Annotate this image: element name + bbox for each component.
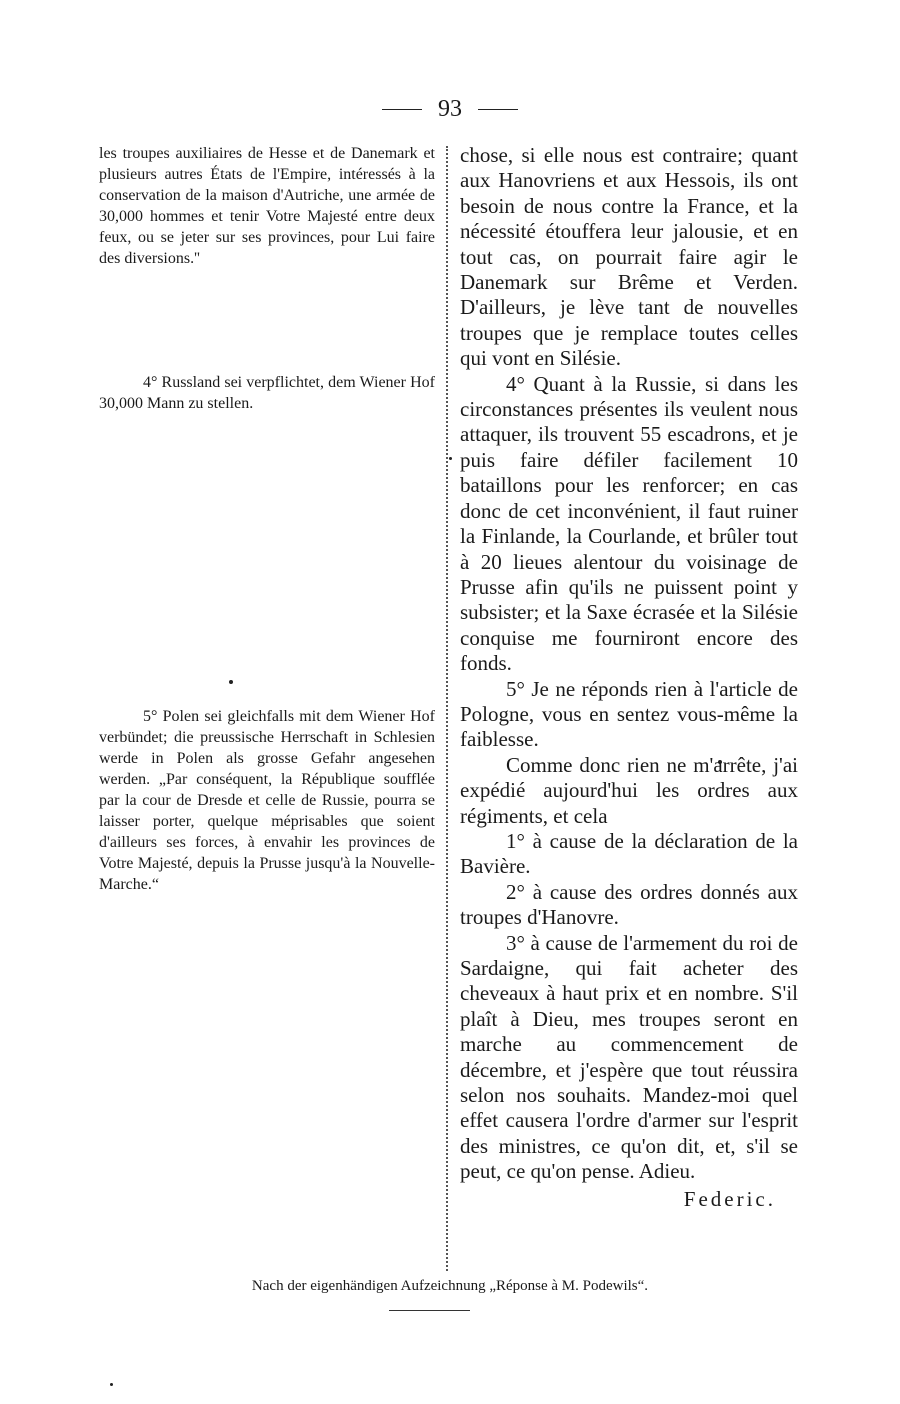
right-paragraph: 1° à cause de la déclaration de la Bavière. bbox=[460, 828, 798, 879]
left-point-4 bbox=[99, 372, 435, 414]
column-divider bbox=[446, 146, 448, 1271]
right-paragraph: 3° à cause de l'armement du roi de Sardaigne, qui fait acheter des cheveaux à haut prix et en nombre. S'il plaît à Dieu, mes troupes seront en marche au commencement de décembre, et j'espère que tout réussira selon nos souhaits. Mandez-moi quel effet causera l'ordre d'armer sur l'esprit des ministres, ce qu'on dit, et, s'il se peut, ce qu'on pense. Adieu. bbox=[460, 930, 798, 1184]
right-paragraph: 2° à cause des ordres donnés aux troupes d'Hanovre. bbox=[460, 879, 798, 930]
footnote-rule bbox=[389, 1310, 470, 1311]
left-paragraph: les troupes auxiliaires de Hesse et de Danemark et plusieurs autres États de l'Empire, intéressés à la conservation de la maison d'Autriche, une armée de 30,000 hommes et tenir Votre Majesté entre deux feux, ou se jeter sur ses provinces, pour Lui faire des diversions.'' bbox=[99, 145, 435, 267]
left-point-5 bbox=[99, 706, 435, 895]
right-paragraph: Comme donc rien ne m'arrête, j'ai expédié aujourd'hui les ordres aux régiments, et cela bbox=[460, 752, 798, 828]
signature: Federic. bbox=[683, 1186, 776, 1211]
header-rule-left bbox=[382, 109, 422, 110]
ink-speck bbox=[229, 680, 233, 684]
page-number: 93 bbox=[438, 96, 462, 122]
footnote: Nach der eigenhändigen Aufzeichnung „Réponse à M. Podewils“. bbox=[251, 1278, 649, 1294]
left-paragraph: 5° Polen sei gleichfalls mit dem Wiener Hof verbündet; die preussische Herrschaft in Schlesien werde in Polen als grosse Gefahr angesehen werden. „Par conséquent, la République soufflée par la cour de Dresde et celle de Russie, pourra se laisser porter, quelque méprisables que soient d'ailleurs ses forces, à envahir les provinces de Votre Majesté, depuis la Prusse jusqu'à la Nouvelle-Marche.“ bbox=[99, 708, 435, 893]
right-paragraph: 5° Je ne réponds rien à l'article de Pologne, vous en sentez vous-même la faiblesse. bbox=[460, 676, 798, 752]
ink-speck bbox=[449, 457, 452, 460]
right-paragraph: chose, si elle nous est contraire; quant aux Hanovriens et aux Hessois, ils ont besoin de nous contre la France, et la nécessité étouffera leur jalousie, et en tout cas, on pourrait faire agir le Danemark sur Brême et Verden. D'ailleurs, je lève tant de nouvelles troupes que je remplace toutes celles qui vont en Silésie. bbox=[460, 143, 798, 371]
right-column bbox=[460, 143, 798, 1212]
header-rule-right bbox=[478, 109, 518, 110]
left-quote-continuation bbox=[99, 143, 435, 269]
right-paragraph: 4° Quant à la Russie, si dans les circonstances présentes ils veulent nous attaquer, ils trouvent 55 escadrons, et je puis faire défiler facilement 10 bataillons pour les renforcer; en cas donc de cet inconvénient, il faut ruiner la Finlande, la Courlande, et brûler tout à 20 lieues alentour du voisinage de Prusse afin qu'ils ne puissent point y subsister; et la Saxe écrasée et la Silésie conquise me fourniront encore des fonds. bbox=[460, 371, 798, 676]
ink-speck bbox=[110, 1383, 113, 1386]
page-header bbox=[0, 96, 900, 123]
left-paragraph: 4° Russland sei verpflichtet, dem Wiener Hof 30,000 Mann zu stellen. bbox=[99, 374, 435, 412]
